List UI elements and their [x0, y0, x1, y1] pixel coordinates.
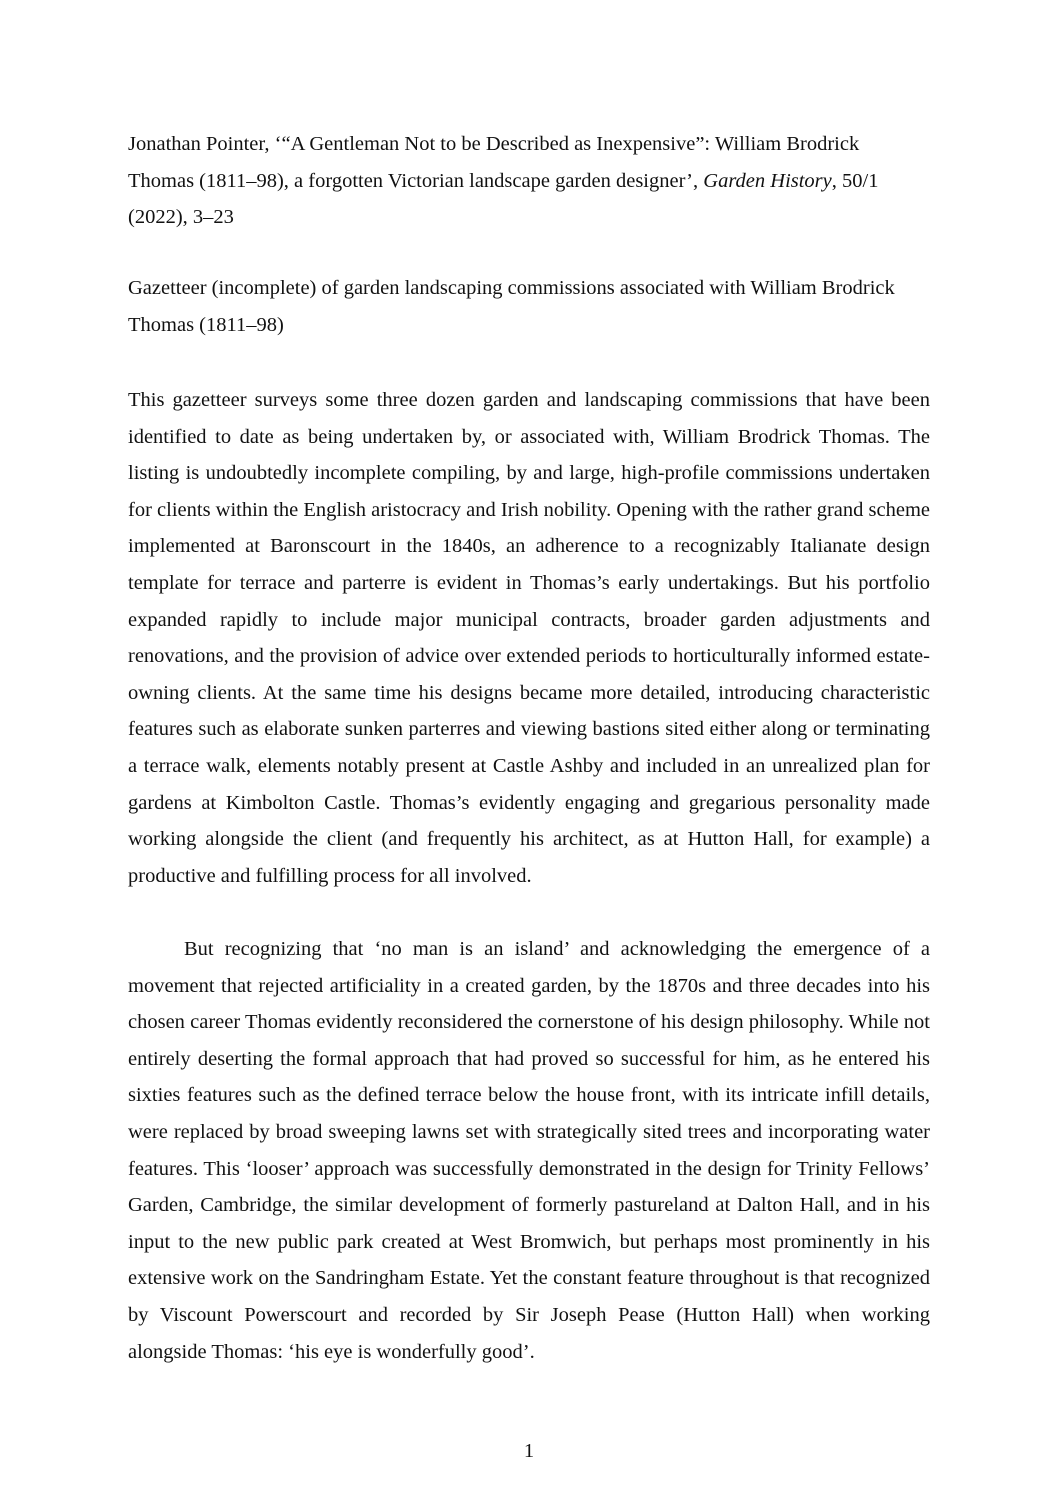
citation [128, 126, 930, 236]
citation-author-title: Jonathan Pointer, ‘“A Gentleman Not to be Described as Inexpensive”: William Brodrick Thomas (1811–98), a forgotten Victorian landscape garden designer’, [128, 133, 860, 192]
citation-journal: Garden History [703, 169, 832, 192]
citation-volume-pages: , 50/1 (2022), 3–23 [128, 169, 879, 229]
body-paragraph-1: This gazetteer surveys some three dozen garden and landscaping commissions that have been identified to date as being undertaken by, or associated with, William Brodrick Thomas. The listing is undoubtedly incomplete compiling, by and large, high-profile commissions undertaken for clients within the English aristocracy and Irish nobility. Opening with the rather grand scheme implemented at Baronscourt in the 1840s, an adherence to a recognizably Italianate design template for terrace and parterre is evident in Thomas’s early undertakings. But his portfolio expanded rapidly to include major municipal contracts, broader garden adjustments and renovations, and the provision of advice over extended periods to horticulturally informed estate-owning clients. At the same time his designs became more detailed, introducing characteristic features such as elaborate sunken parterres and viewing bastions sited either along or terminating a terrace walk, elements notably present at Castle Ashby and included in an unrealized plan for gardens at Kimbolton Castle. Thomas’s evidently engaging and gregarious personality made working alongside the client (and frequently his architect, as at Hutton Hall, for example) a productive and fulfilling process for all involved. [128, 389, 930, 887]
page-number: 1 [523, 1440, 535, 1462]
gazetteer-title: Gazetteer (incomplete) of garden landscaping commissions associated with William Brodrick Thomas (1811–98) [128, 277, 895, 336]
body-paragraph-2: But recognizing that ‘no man is an island’ and acknowledging the emergence of a movement that rejected artificiality in a created garden, by the 1870s and three decades into his chosen career Thomas evidently reconsidered the cornerstone of his design philosophy. While not entirely deserting the formal approach that had proved so successful for him, as he entered his sixties features such as the defined terrace below the house front, with its intricate infill details, were replaced by broad sweeping lawns set with strategically sited trees and incorporating water features. This ‘looser’ approach was successfully demonstrated in the design for Trinity Fellows’ Garden, Cambridge, the similar development of formerly pastureland at Dalton Hall, and in his input to the new public park created at West Bromwich, but perhaps most prominently in his extensive work on the Sandringham Estate. Yet the constant feature throughout is that recognized by Viscount Powerscourt and recorded by Sir Joseph Pease (Hutton Hall) when working alongside Thomas: ‘his eye is wonderfully good’. [128, 938, 930, 1363]
